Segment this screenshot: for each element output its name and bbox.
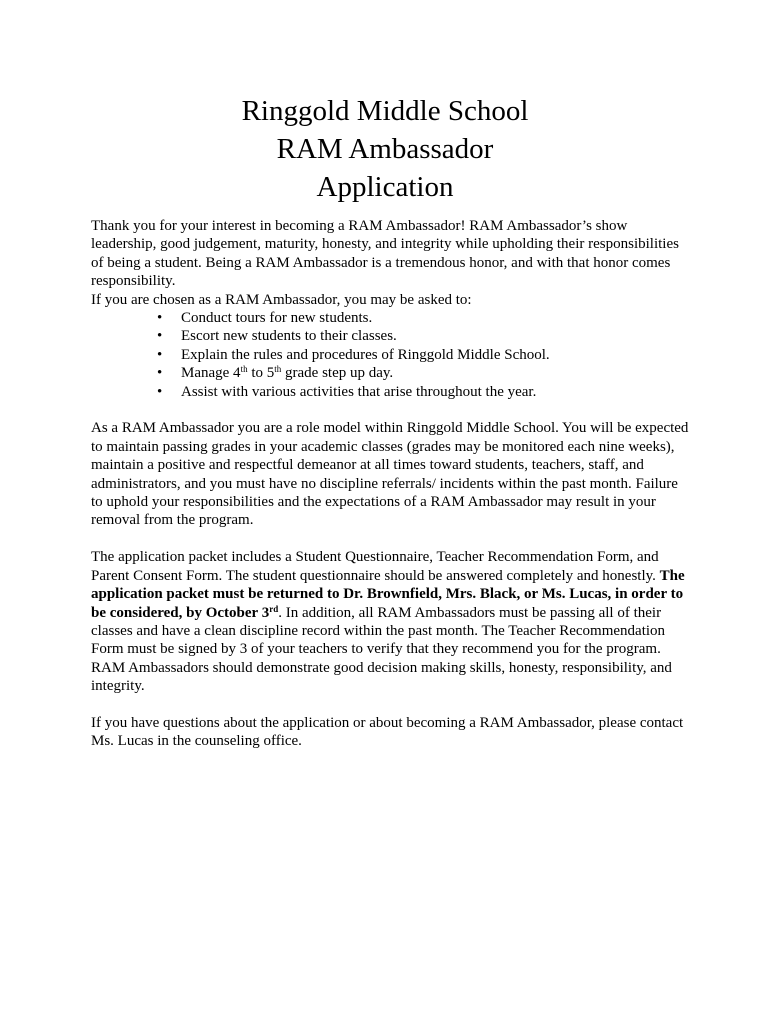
deadline-text: The application packet must be returned to Dr. Brownfield, Mrs. Black, or Ms. Lucas, in order to be considered, by October 3 [91,567,685,621]
ordinal-suffix: th [240,364,248,375]
packet-rest-text: . In addition, all RAM Ambassadors must be passing all of their classes and have a clean discipline record within the past month. The Teacher Recommendation Form must be signed by 3 of your teachers to verify that they recommend you for the program. RAM Ambassadors should demonstrate good decision making skills, honesty, responsibility, and integrity. [91,604,672,695]
bullet-icon: • [157,365,163,382]
duty-text [181,365,393,381]
duty-text-part: to 5 [247,365,275,382]
list-item [91,364,691,382]
bullet-icon: • [157,383,163,400]
program-name-heading: RAM Ambassador [276,133,494,165]
list-item [91,383,691,401]
list-item [91,346,691,364]
duties-lead-in: If you are chosen as a RAM Ambassador, you may be asked to: [91,291,472,308]
expectations-paragraph: As a RAM Ambassador you are a role model within Ringgold Middle School. You will be expected to maintain passing grades in your academic classes (grades may be monitored each nine weeks), maintain a positive and respectful demeanor at all times toward students, teachers, staff, and administrators, and you must have no discipline referrals/ incidents within the past month. Failure to uphold your responsibilities and the expectations of a RAM Ambassador may result in your removal from the program. [91,420,689,529]
school-name-heading: Ringgold Middle School [241,95,529,127]
duty-text: Explain the rules and procedures of Ringgold Middle School. [181,346,550,363]
intro-paragraph: Thank you for your interest in becoming a RAM Ambassador! RAM Ambassador’s show leadership, good judgement, maturity, honesty, and integrity while upholding their responsibilities of being a student. Being a RAM Ambassador is a tremendous honor, and with that honor comes responsibility. [91,218,679,290]
document-title [0,92,770,206]
packet-paragraph [91,548,691,695]
paragraph-spacer [91,530,691,548]
bullet-icon: • [157,346,163,363]
paragraph-spacer [91,696,691,714]
duty-text: Conduct tours for new students. [181,310,373,327]
duty-text-part: Manage 4 [181,365,241,382]
packet-intro-text: The application packet includes a Student Questionnaire, Teacher Recommendation Form, and Parent Consent Form. The student questionnaire should be answered completely and honestly. [91,549,660,584]
bullet-icon: • [157,328,163,345]
contact-paragraph: If you have questions about the application or about becoming a RAM Ambassador, please contact Ms. Lucas in the counseling office. [91,714,684,750]
duty-text: Assist with various activities that arise throughout the year. [181,383,537,400]
duty-text-part: grade step up day. [281,365,394,382]
application-heading: Application [316,171,454,203]
bullet-icon: • [157,310,163,327]
ordinal-suffix: th [274,364,282,375]
list-item [91,327,691,345]
paragraph-spacer [91,401,691,419]
duties-list [91,309,691,401]
list-item [91,309,691,327]
document-body [91,217,691,751]
duty-text: Escort new students to their classes. [181,328,397,345]
ordinal-suffix: rd [269,603,279,614]
